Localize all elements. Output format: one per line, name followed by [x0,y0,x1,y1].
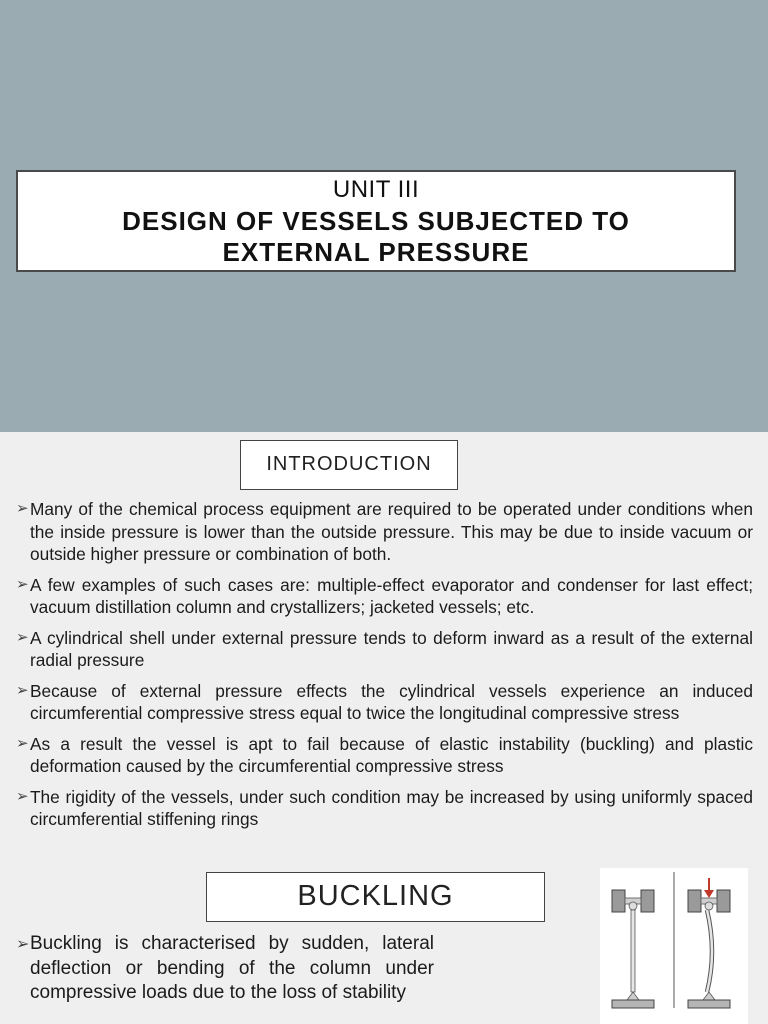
bullet-text: As a result the vessel is apt to fail because of elastic instability (buckling) and plastic deformation caused by the circumferential compressive stress [30,733,753,776]
title-slide [0,0,768,432]
buckling-column-illustration [600,868,748,1024]
buckling-heading: BUCKLING [206,872,545,922]
bullet-arrow-icon: ➢ [16,500,29,517]
bullet-arrow-icon: ➢ [16,575,29,593]
bullet-text: A few examples of such cases are: multiple-effect evaporator and condenser for last effect; vacuum distillation column and crystallizers; jacketed vessels; etc. [30,574,753,617]
buckling-slide [0,866,768,1024]
introduction-bullet-list [16,498,753,839]
introduction-slide [0,432,768,866]
bullet-arrow-icon: ➢ [16,787,29,805]
buckled-column [688,890,730,1008]
bullet-text: Many of the chemical process equipment are required to be operated under conditions when the inside pressure is lower than the outside pressure. This may be due to inside vacuum or outside higher pressure or combination of both. [30,499,753,564]
list-item [16,574,753,619]
bullet-arrow-icon: ➢ [16,936,30,953]
bullet-arrow-icon: ➢ [16,628,29,646]
buckling-diagram [600,868,748,1024]
unit-label: UNIT III [332,176,420,203]
list-item [16,733,753,778]
bullet-text: The rigidity of the vessels, under such condition may be increased by using uniformly spaced circumferential stiffening rings [30,786,753,829]
list-item [16,786,753,831]
bullet-arrow-icon: ➢ [16,681,29,699]
title-line-2: EXTERNAL PRESSURE [222,237,530,267]
bullet-text: A cylindrical shell under external pressure tends to deform inward as a result of the external radial pressure [30,627,753,670]
bullet-arrow-icon: ➢ [16,734,29,752]
buckling-bullet [16,932,434,1006]
list-item [16,498,753,566]
slide-title [18,206,734,268]
bullet-text: Because of external pressure effects the cylindrical vessels experience an induced circumferential compressive stress equal to twice the longitudinal compressive stress [30,680,753,723]
straight-column [612,890,654,1008]
introduction-heading: INTRODUCTION [240,440,458,490]
title-line-1: DESIGN OF VESSELS SUBJECTED TO [122,206,630,236]
bullet-text: Buckling is characterised by sudden, lateral deflection or bending of the column under compressive loads due to the loss of stability [30,933,434,1003]
load-arrow-icon [704,878,714,898]
title-box [16,170,736,272]
list-item [16,627,753,672]
list-item [16,680,753,725]
